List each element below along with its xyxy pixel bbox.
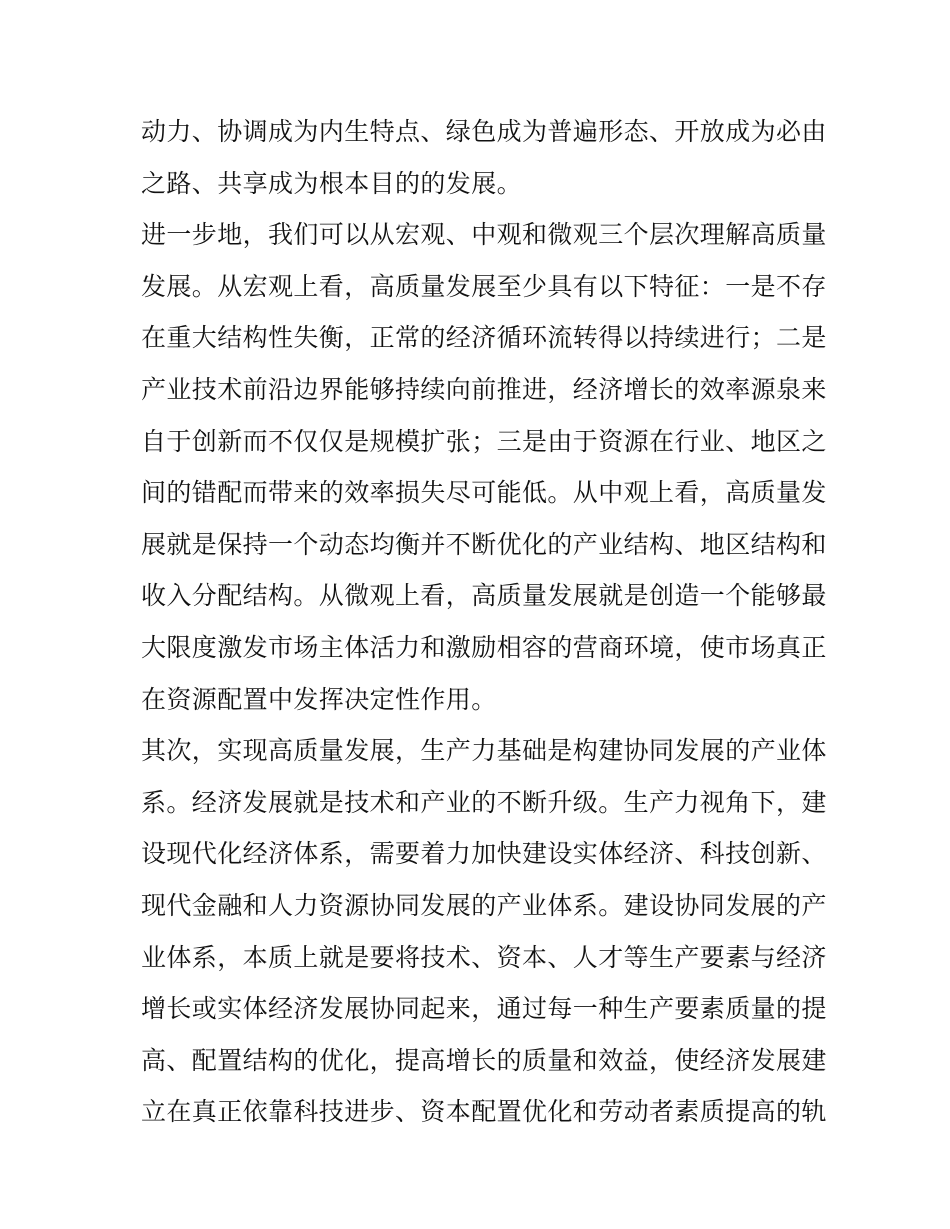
text-line: 自于创新而不仅仅是规模扩张；三是由于资源在行业、地区之 (141, 426, 827, 456)
text-line: 系。经济发展就是技术和产业的不断升级。生产力视角下，建 (141, 787, 827, 817)
text-line: 进一步地，我们可以从宏观、中观和微观三个层次理解高质量 (141, 220, 827, 250)
body-text (141, 106, 827, 1138)
text-line: 动力、协调成为内生特点、绿色成为普遍形态、开放成为必由 (141, 117, 827, 146)
text-line: 发展。从宏观上看，高质量发展至少具有以下特征：一是不存 (141, 271, 827, 301)
text-line: 展就是保持一个动态均衡并不断优化的产业结构、地区结构和 (141, 529, 827, 559)
text-line: 间的错配而带来的效率损失尽可能低。从中观上看，高质量发 (141, 478, 827, 508)
text-line: 在重大结构性失衡，正常的经济循环流转得以持续进行；二是 (141, 323, 827, 353)
text-line: 之路、共享成为根本目的的发展。 (141, 168, 523, 198)
text-line: 大限度激发市场主体活力和激励相容的营商环境，使市场真正 (141, 632, 827, 662)
text-line: 高、配置结构的优化，提高增长的质量和效益，使经济发展建 (141, 1045, 827, 1075)
text-line: 增长或实体经济发展协同起来，通过每一种生产要素质量的提 (141, 994, 827, 1024)
text-line: 在资源配置中发挥决定性作用。 (141, 684, 497, 714)
text-line: 其次，实现高质量发展，生产力基础是构建协同发展的产业体 (141, 736, 827, 766)
text-line: 现代金融和人力资源协同发展的产业体系。建设协同发展的产 (141, 890, 827, 920)
text-line: 业体系，本质上就是要将技术、资本、人才等生产要素与经济 (141, 942, 827, 972)
text-line: 产业技术前沿边界能够持续向前推进，经济增长的效率源泉来 (141, 374, 827, 404)
text-line: 收入分配结构。从微观上看，高质量发展就是创造一个能够最 (141, 581, 827, 611)
text-line: 设现代化经济体系，需要着力加快建设实体经济、科技创新、 (141, 839, 827, 869)
text-line: 立在真正依靠科技进步、资本配置优化和劳动者素质提高的轨 (141, 1097, 827, 1127)
